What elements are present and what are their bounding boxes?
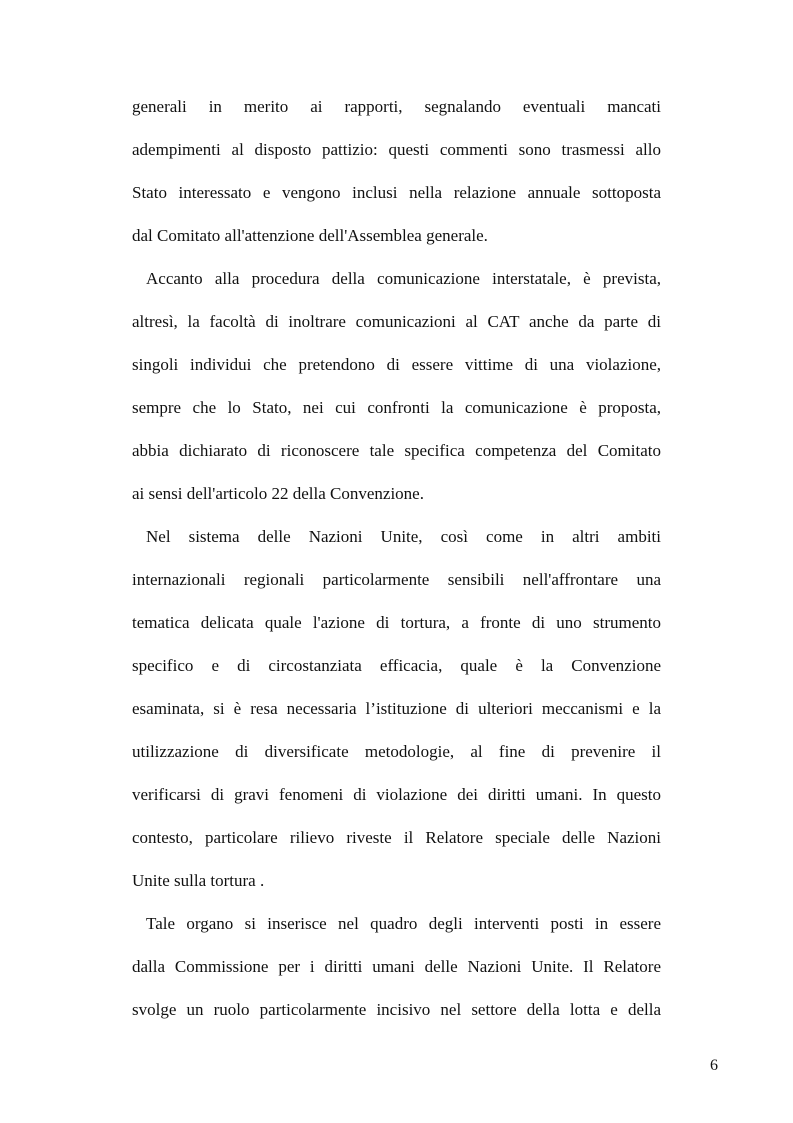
text-line: Unite sulla tortura .	[132, 871, 265, 890]
text-line: dal Comitato all'attenzione dell'Assemblea generale.	[132, 226, 488, 245]
text-line: svolge un ruolo particolarmente incisivo nel settore della lotta e della	[132, 1000, 661, 1019]
text-line: ai sensi dell'articolo 22 della Convenzione.	[132, 484, 424, 503]
text-line: contesto, particolare rilievo riveste il Relatore speciale delle Nazioni	[132, 828, 661, 847]
page-number: 6	[710, 1057, 718, 1074]
text-line: dalla Commissione per i diritti umani delle Nazioni Unite. Il Relatore	[132, 957, 661, 976]
text-line: Tale organo si inserisce nel quadro degli interventi posti in essere	[146, 914, 661, 933]
text-line: adempimenti al disposto pattizio: questi commenti sono trasmessi allo	[132, 140, 661, 159]
text-line: Accanto alla procedura della comunicazione interstatale, è prevista,	[146, 269, 661, 288]
text-line: singoli individui che pretendono di essere vittime di una violazione,	[132, 355, 661, 374]
text-line: abbia dichiarato di riconoscere tale specifica competenza del Comitato	[132, 441, 661, 460]
text-line: Nel sistema delle Nazioni Unite, così come in altri ambiti	[146, 527, 661, 546]
text-line: sempre che lo Stato, nei cui confronti la comunicazione è proposta,	[132, 398, 661, 417]
body-text	[132, 85, 661, 1031]
text-line: utilizzazione di diversificate metodologie, al fine di prevenire il	[132, 742, 661, 761]
text-line: internazionali regionali particolarmente sensibili nell'affrontare una	[132, 570, 661, 589]
text-line: Stato interessato e vengono inclusi nella relazione annuale sottoposta	[132, 183, 661, 202]
text-line: generali in merito ai rapporti, segnalando eventuali mancati	[132, 97, 661, 116]
text-line: esaminata, si è resa necessaria l’istituzione di ulteriori meccanismi e la	[132, 699, 661, 718]
text-line: altresì, la facoltà di inoltrare comunicazioni al CAT anche da parte di	[132, 312, 661, 331]
text-line: specifico e di circostanziata efficacia, quale è la Convenzione	[132, 656, 661, 675]
text-line: tematica delicata quale l'azione di tortura, a fronte di uno strumento	[132, 613, 661, 632]
text-line: verificarsi di gravi fenomeni di violazione dei diritti umani. In questo	[132, 785, 661, 804]
